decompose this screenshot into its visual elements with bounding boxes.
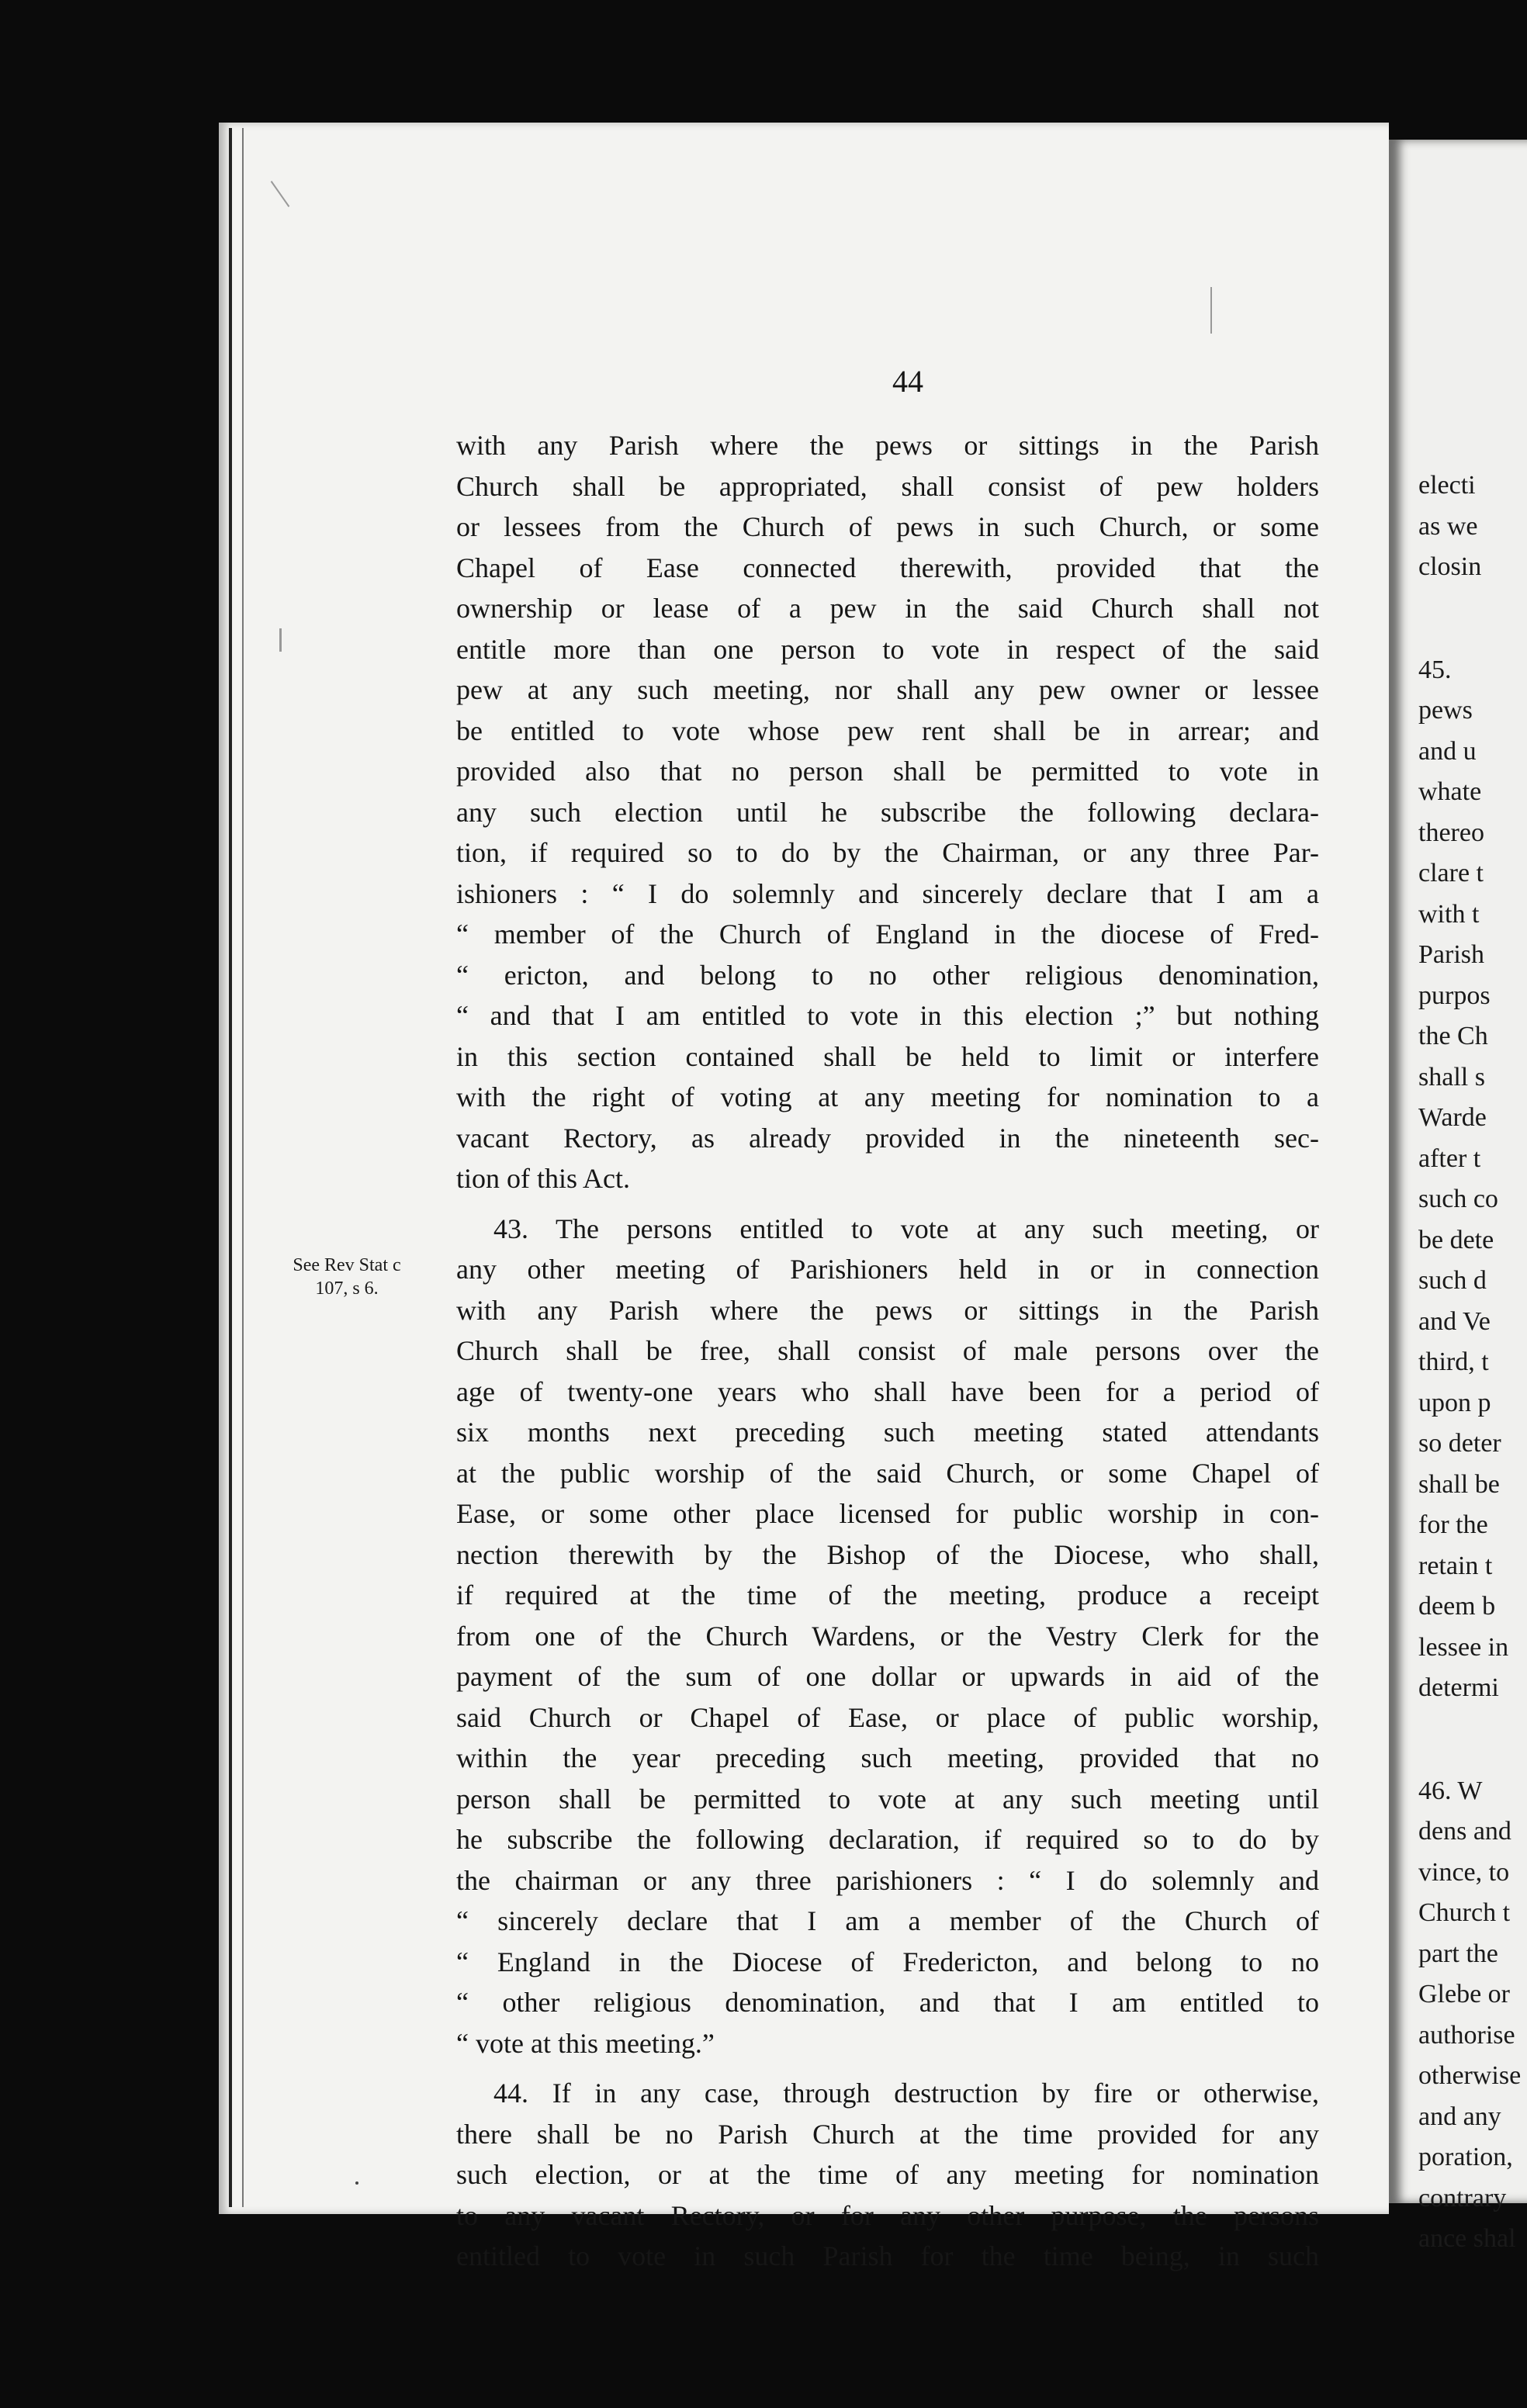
text-fragment: vince, to — [1418, 1857, 1510, 1887]
text-line: ishioners : “ I do solemnly and sincerely declare that I am a — [456, 877, 1319, 909]
text-line: said Church or Chapel of Ease, or place of public worship, — [456, 1701, 1319, 1733]
binding-edge-inner — [242, 128, 244, 2207]
text-line: person shall be permitted to vote at any such meeting until — [456, 1783, 1319, 1815]
text-fragment: clare t — [1418, 859, 1484, 887]
section-43 — [456, 1209, 1319, 1250]
text-line: within the year preceding such meeting, provided that no — [456, 1742, 1319, 1773]
text-line: the chairman or any three parishioners : “ I do solemnly and — [456, 1864, 1319, 1896]
text-fragment: part the — [1418, 1939, 1498, 1968]
text-fragment: such d — [1418, 1266, 1487, 1295]
text-fragment: for the — [1418, 1510, 1488, 1539]
text-fragment: with t — [1418, 899, 1480, 929]
text-line: pew at any such meeting, nor shall any pew owner or lessee — [456, 674, 1319, 705]
section-44-body — [456, 2114, 1319, 2277]
text-fragment: pews — [1418, 696, 1473, 725]
text-line: from one of the Church Wardens, or the Vestry Clerk for the — [456, 1620, 1319, 1652]
text-line: in this section contained shall be held to limit or interfere — [456, 1040, 1319, 1072]
margin-note — [273, 1254, 421, 1300]
scan-mark — [279, 628, 282, 652]
text-line: “ member of the Church of England in the diocese of Fred- — [456, 919, 1319, 950]
text-line: be entitled to vote whose pew rent shall be in arrear; and — [456, 714, 1319, 746]
text-line: with any Parish where the pews or sittings in the Parish — [456, 430, 1319, 461]
text-fragment: and any — [1418, 2102, 1501, 2131]
text-fragment: shall s — [1418, 1062, 1485, 1092]
text-line: “ and that I am entitled to vote in this election ;” but nothing — [456, 1000, 1319, 1031]
text-fragment: be dete — [1418, 1225, 1494, 1254]
text-line: “ sincerely declare that I am a member of the Church of — [456, 1905, 1319, 1936]
text-fragment: dens and — [1418, 1817, 1511, 1846]
text-line: he subscribe the following declaration, if required so to do by — [456, 1824, 1319, 1855]
text-fragment: third, t — [1418, 1348, 1489, 1376]
text-fragment: contrary — [1418, 2183, 1507, 2213]
text-fragment: shall be — [1418, 1469, 1500, 1499]
text-fragment: thereo — [1418, 818, 1484, 847]
text-line: age of twenty-one years who shall have been for a period of — [456, 1375, 1319, 1407]
text-line: Church shall be free, shall consist of male persons over the — [456, 1335, 1319, 1366]
text-fragment: deem b — [1418, 1592, 1496, 1621]
text-fragment: closin — [1418, 552, 1482, 581]
text-line: any such election until he subscribe the following declara- — [456, 796, 1319, 828]
text-line: with the right of voting at any meeting for nomination to a — [456, 1081, 1319, 1112]
text-fragment: as we — [1418, 511, 1478, 541]
text-fragment: Church t — [1418, 1898, 1511, 1927]
text-fragment: after t — [1418, 1143, 1481, 1173]
text-line: vacant Rectory, as already provided in the nineteenth sec- — [456, 1122, 1319, 1154]
text-fragment: 46. W — [1418, 1776, 1483, 1805]
text-line: or lessees from the Church of pews in such Church, or some — [456, 511, 1319, 542]
text-line: ownership or lease of a pew in the said Church shall not — [456, 593, 1319, 624]
text-line: 44. If in any case, through destruction by fire or otherwise, — [493, 2078, 1319, 2109]
text-line: Chapel of Ease connected therewith, provided that the — [456, 552, 1319, 583]
text-fragment: the Ch — [1418, 1022, 1488, 1050]
text-line: “ vote at this meeting.” — [456, 2027, 715, 2059]
section-44 — [456, 2073, 1319, 2114]
margin-note-line: 107, s 6. — [315, 1278, 379, 1299]
text-line: nection therewith by the Bishop of the Diocese, who shall, — [456, 1538, 1319, 1570]
text-fragment: retain t — [1418, 1551, 1493, 1580]
text-fragment: poration, — [1418, 2143, 1513, 2171]
text-fragment: determi — [1418, 1673, 1499, 1702]
text-fragment: so deter — [1418, 1429, 1501, 1458]
text-fragment: whate — [1418, 777, 1482, 806]
text-fragment: electi — [1418, 471, 1476, 500]
text-line: at the public worship of the said Church, or some Chapel of — [456, 1457, 1319, 1489]
facing-page-text — [1418, 465, 1527, 2260]
text-fragment: Parish — [1418, 940, 1484, 969]
text-line: if required at the time of the meeting, produce a receipt — [456, 1579, 1319, 1611]
text-line: such election, or at the time of any meeting for nomination — [456, 2159, 1319, 2190]
text-line: entitle more than one person to vote in respect of the said — [456, 633, 1319, 665]
text-line: to any vacant Rectory, or for any other purpose, the persons — [456, 2199, 1319, 2231]
text-line: 43. The persons entitled to vote at any such meeting, or — [493, 1213, 1319, 1244]
text-line: there shall be no Parish Church at the time provided for any — [456, 2118, 1319, 2150]
text-fragment: and Ve — [1418, 1306, 1491, 1336]
page-number: 44 — [892, 364, 923, 399]
text-fragment: ance shal — [1418, 2224, 1516, 2253]
text-line: provided also that no person shall be permitted to vote in — [456, 756, 1319, 787]
text-line: Church shall be appropriated, shall consist of pew holders — [456, 470, 1319, 502]
text-line: “ other religious denomination, and that I am entitled to — [456, 1987, 1319, 2018]
text-fragment: and u — [1418, 736, 1477, 766]
margin-note-line: See Rev Stat c — [293, 1255, 401, 1275]
scan-mark — [1210, 287, 1212, 334]
binding-edge — [229, 128, 232, 2207]
text-fragment: lessee in — [1418, 1632, 1509, 1662]
section-43-body — [456, 1249, 1319, 2064]
text-line: payment of the sum of one dollar or upwards in aid of the — [456, 1661, 1319, 1692]
text-line: “ England in the Diocese of Fredericton, and belong to no — [456, 1946, 1319, 1977]
text-line: with any Parish where the pews or sittings in the Parish — [456, 1294, 1319, 1326]
text-fragment: Warde — [1418, 1103, 1487, 1132]
text-fragment: 45. — [1418, 655, 1452, 684]
text-fragment: upon p — [1418, 1388, 1491, 1417]
scan-mark — [355, 2181, 358, 2185]
text-line: tion, if required so to do by the Chairman, or any three Par- — [456, 837, 1319, 868]
text-line: six months next preceding such meeting stated attendants — [456, 1417, 1319, 1448]
text-line: Ease, or some other place licensed for public worship in con- — [456, 1498, 1319, 1529]
text-line: “ ericton, and belong to no other religious denomination, — [456, 959, 1319, 991]
text-fragment: purpos — [1418, 981, 1491, 1010]
text-fragment: Glebe or — [1418, 1980, 1511, 2008]
section-42-continuation — [456, 425, 1319, 1199]
text-fragment: otherwise — [1418, 2061, 1522, 2090]
text-fragment: authorise — [1418, 2020, 1515, 2050]
body-text — [456, 425, 1319, 2277]
text-line: any other meeting of Parishioners held in or in connection — [456, 1254, 1319, 1285]
text-line: entitled to vote in such Parish for the time being, in such — [456, 2240, 1319, 2271]
text-fragment: such co — [1418, 1185, 1498, 1213]
text-line: tion of this Act. — [456, 1163, 630, 1194]
